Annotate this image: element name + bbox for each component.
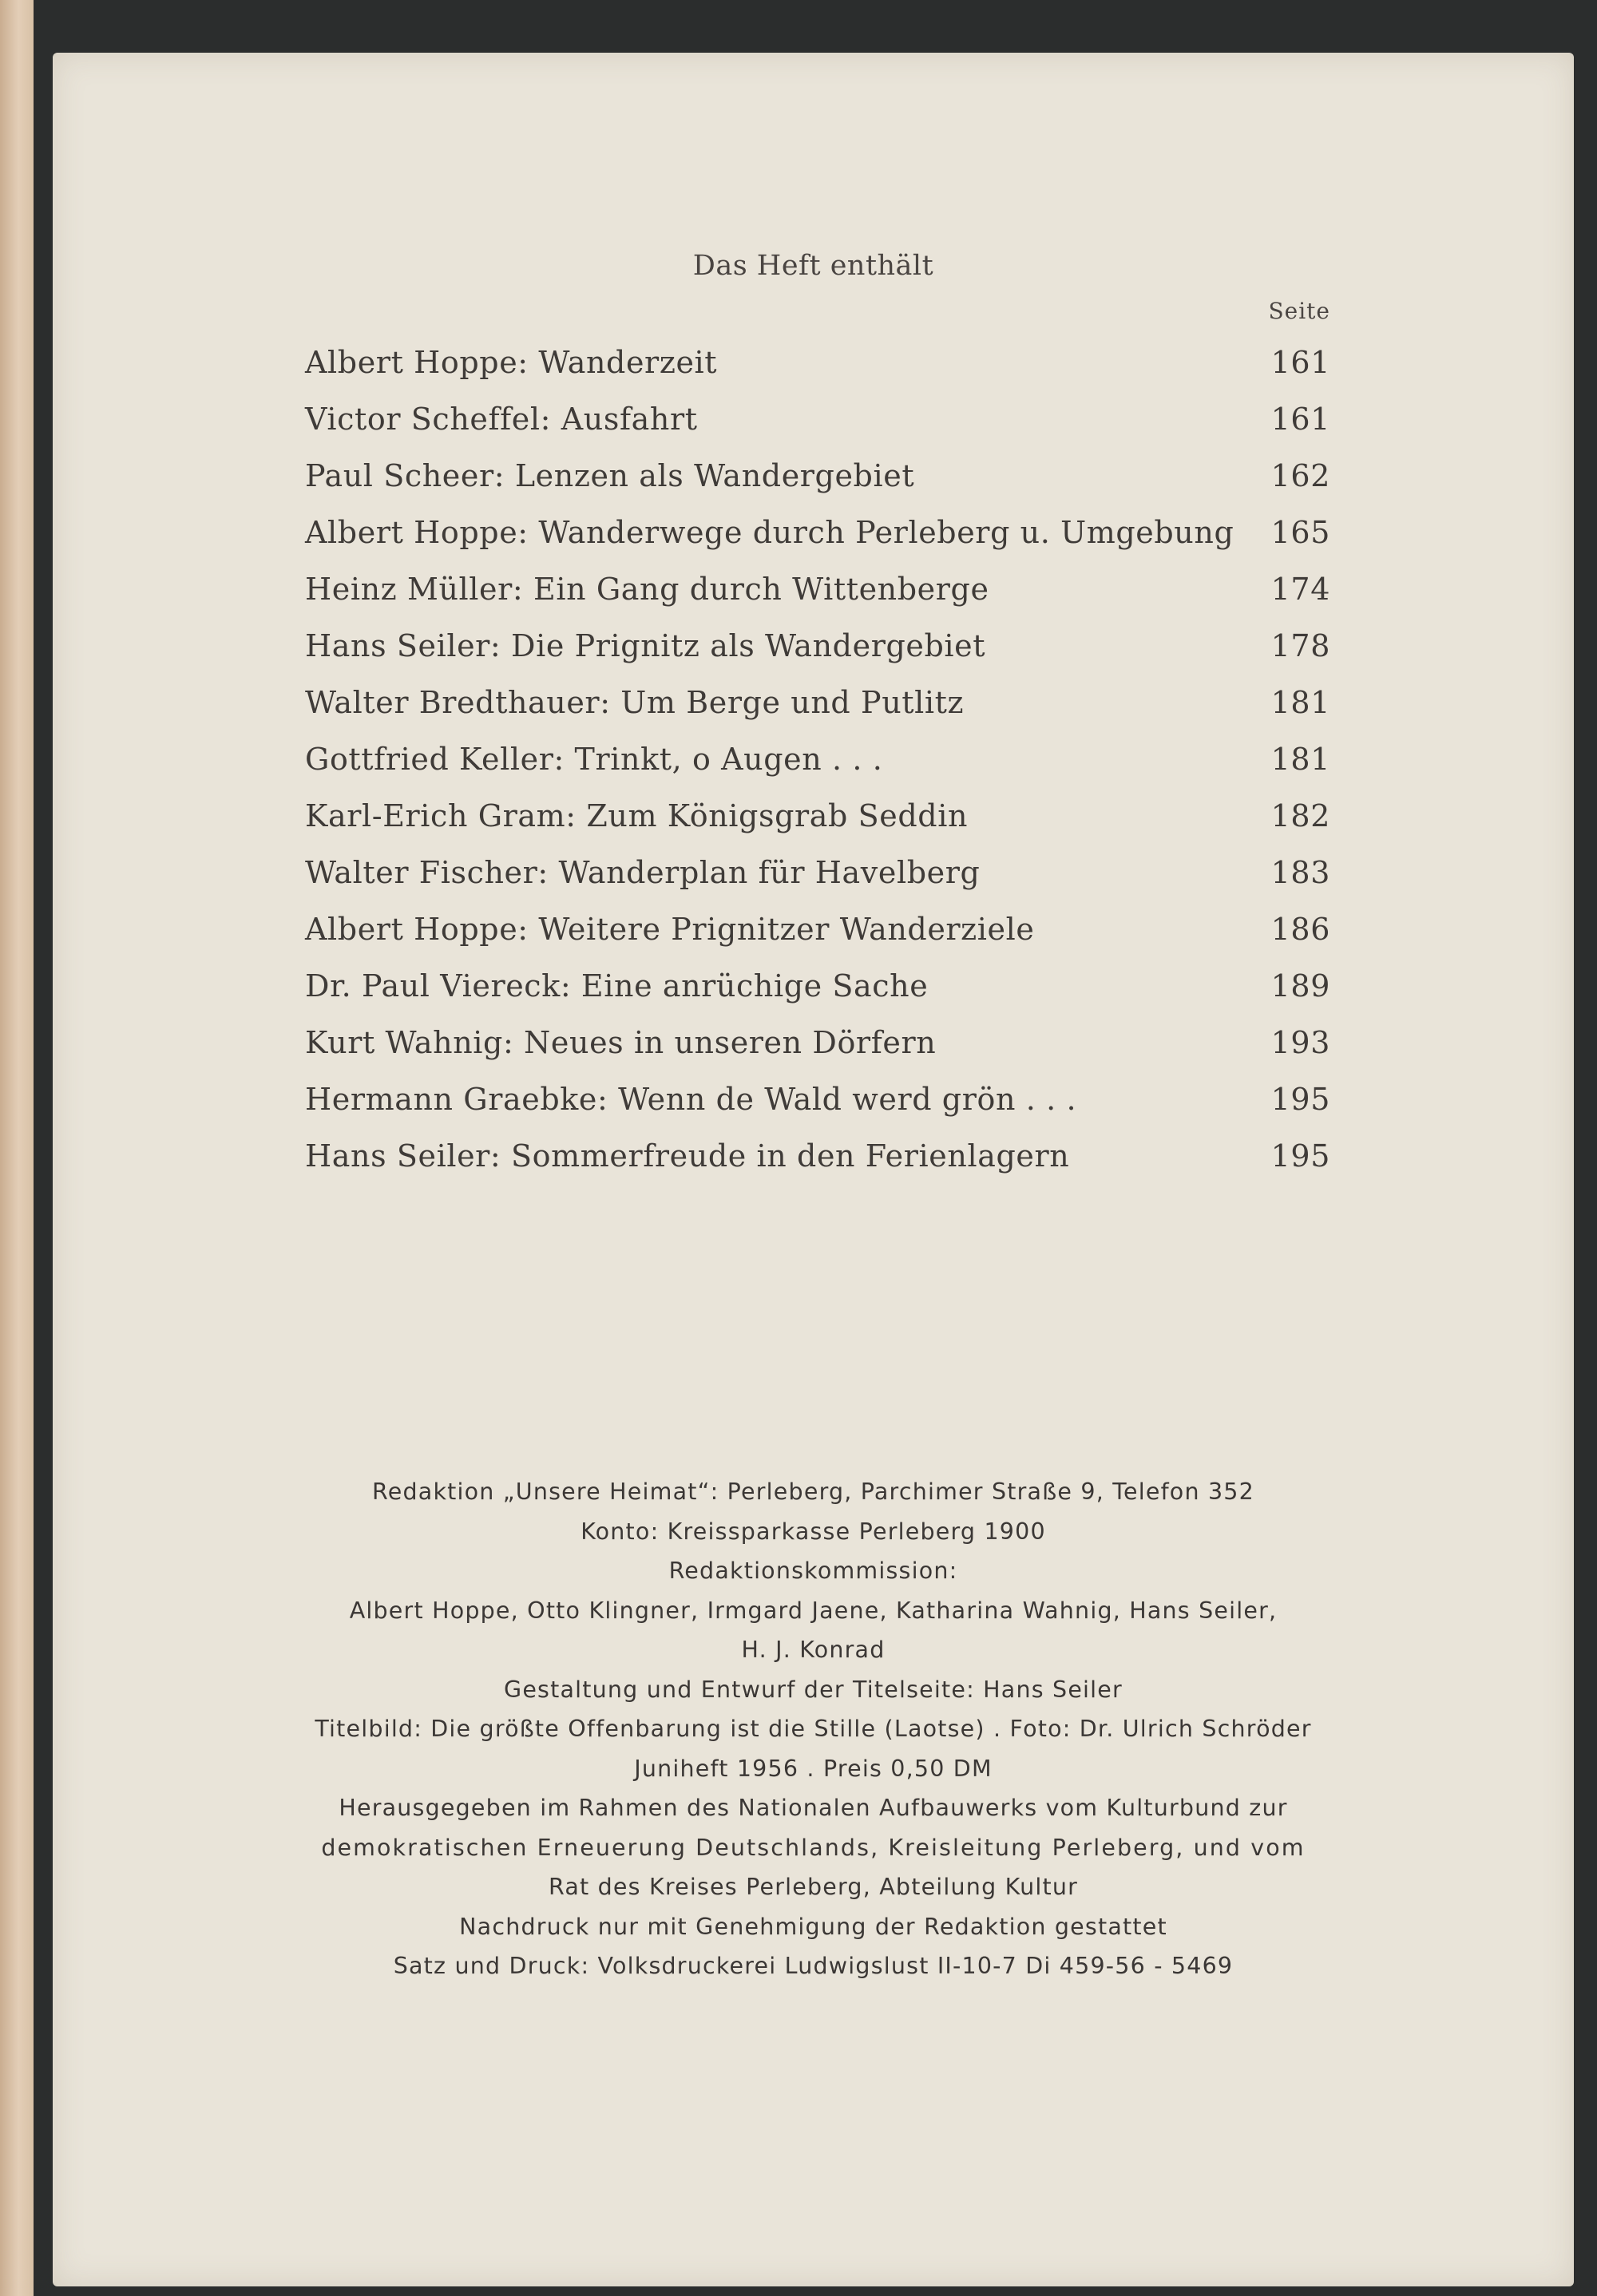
toc-entry-title: Albert Hoppe: Wanderzeit: [305, 345, 718, 380]
toc-entry-page: 165: [1270, 515, 1330, 550]
toc-entry-title: Hermann Graebke: Wenn de Wald werd grön . . .: [305, 1082, 1077, 1117]
toc-entry-page: 162: [1270, 458, 1330, 493]
imprint-cover-image: Titelbild: Die größte Offenbarung ist die Stille (Laotse) . Foto: Dr. Ulrich Schröder: [315, 1716, 1312, 1742]
toc-entry: [305, 742, 1330, 786]
toc-entry-page: 195: [1270, 1082, 1330, 1117]
toc-entry-page: 193: [1270, 1025, 1330, 1060]
toc-entry: [305, 855, 1330, 900]
toc-entry-title: Hans Seiler: Die Prignitz als Wandergebiet: [305, 628, 986, 663]
toc-entry-title: Walter Bredthauer: Um Berge und Putlitz: [305, 685, 965, 720]
imprint-publisher-cont: demokratischen Erneuerung Deutschlands, Kreisleitung Perleberg, und vom: [321, 1834, 1306, 1861]
book-cover-edge: [0, 0, 34, 2296]
toc-entry-page: 195: [1270, 1138, 1330, 1174]
toc-entry-page: 189: [1270, 968, 1330, 1004]
toc-entry: [305, 798, 1330, 843]
toc-entry: [305, 345, 1330, 390]
toc-entry: [305, 458, 1330, 503]
toc-entry-title: Walter Fischer: Wanderplan für Havelberg: [305, 855, 981, 890]
imprint-commission-members-cont: H. J. Konrad: [741, 1637, 886, 1663]
imprint-editorial-office: Redaktion „Unsere Heimat“: Perleberg, Parchimer Straße 9, Telefon 352: [372, 1479, 1254, 1505]
toc-entry: [305, 402, 1330, 446]
toc-entry-title: Victor Scheffel: Ausfahrt: [305, 402, 698, 437]
imprint-reprint-notice: Nachdruck nur mit Genehmigung der Redaktion gestattet: [459, 1913, 1167, 1940]
toc-entry-title: Gottfried Keller: Trinkt, o Augen . . .: [305, 742, 883, 777]
toc-entry-page: 181: [1270, 685, 1330, 720]
imprint-account: Konto: Kreissparkasse Perleberg 1900: [581, 1518, 1046, 1545]
toc-heading: Das Heft enthält: [692, 250, 934, 282]
toc-entry-page: 174: [1270, 572, 1330, 607]
toc-entry-page: 181: [1270, 742, 1330, 777]
toc-entry-page: 182: [1270, 798, 1330, 833]
imprint-issue-price: Juniheft 1956 . Preis 0,50 DM: [634, 1755, 993, 1782]
toc-entry: [305, 912, 1330, 956]
toc-entry-title: Albert Hoppe: Wanderwege durch Perleberg u. Umgebung: [305, 515, 1234, 550]
page-column-label: Seite: [1268, 298, 1330, 324]
toc-entry: [305, 968, 1330, 1013]
toc-entry-page: 186: [1270, 912, 1330, 947]
toc-entry-title: Albert Hoppe: Weitere Prignitzer Wanderziele: [305, 912, 1035, 947]
toc-entry: [305, 1082, 1330, 1126]
toc-entry-page: 183: [1270, 855, 1330, 890]
toc-entry-page: 161: [1270, 402, 1330, 437]
toc-entry-title: Heinz Müller: Ein Gang durch Wittenberge: [305, 572, 989, 607]
toc-entry: [305, 685, 1330, 730]
toc-entry-title: Dr. Paul Viereck: Eine anrüchige Sache: [305, 968, 929, 1004]
toc-entry: [305, 1138, 1330, 1183]
toc-entry-page: 178: [1270, 628, 1330, 663]
toc-entry: [305, 572, 1330, 616]
imprint-commission-members: Albert Hoppe, Otto Klingner, Irmgard Jaene, Katharina Wahnig, Hans Seiler,: [349, 1597, 1278, 1624]
toc-entry-page: 161: [1270, 345, 1330, 380]
imprint-publisher: Herausgegeben im Rahmen des Nationalen Aufbauwerks vom Kulturbund zur: [339, 1795, 1288, 1821]
toc-entry-title: Kurt Wahnig: Neues in unseren Dörfern: [305, 1025, 937, 1060]
imprint-commission-label: Redaktionskommission:: [668, 1558, 958, 1584]
toc-entry-title: Paul Scheer: Lenzen als Wandergebiet: [305, 458, 915, 493]
imprint: [53, 1472, 1574, 1986]
document-page: [53, 53, 1574, 2286]
toc-entry: [305, 1025, 1330, 1070]
imprint-publisher-end: Rat des Kreises Perleberg, Abteilung Kultur: [548, 1874, 1079, 1900]
toc-entry-title: Karl-Erich Gram: Zum Königsgrab Seddin: [305, 798, 969, 833]
toc-entry: [305, 515, 1330, 560]
imprint-printing: Satz und Druck: Volksdruckerei Ludwigslust II-10-7 Di 459-56 - 5469: [393, 1953, 1234, 1979]
toc-entry-title: Hans Seiler: Sommerfreude in den Ferienlagern: [305, 1138, 1070, 1174]
toc-entry: [305, 628, 1330, 673]
imprint-design: Gestaltung und Entwurf der Titelseite: Hans Seiler: [504, 1676, 1123, 1703]
